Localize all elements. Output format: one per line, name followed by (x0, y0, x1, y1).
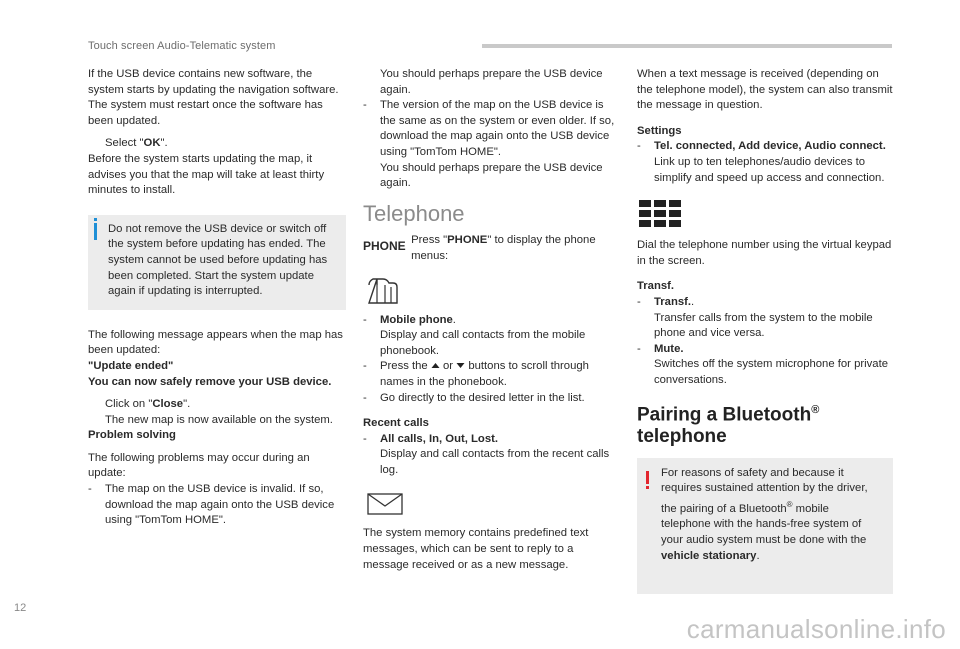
click-sub: The new map is now available on the system. (105, 413, 333, 426)
problem-bullet-1 (88, 482, 346, 529)
text-message-paragraph: When a text message is received (depending on the telephone model), the system can also transmit the message in question. (637, 68, 893, 112)
map-update-paragraph: Before the system starts updating the map, it advises you that the map will take at least thirty minutes to install. (88, 152, 325, 197)
settings-heading: Settings (637, 124, 682, 137)
ok-label: OK (143, 137, 161, 150)
phone-bold: PHONE (447, 234, 488, 247)
scroll-desc: buttons to scroll through names in the phonebook. (380, 360, 589, 388)
warn-mid: mobile telephone with the hands-free system of your audio system must be done with the (661, 502, 867, 546)
header-rule (482, 44, 892, 48)
warning-text (661, 466, 881, 564)
info-icon-bar (94, 223, 97, 240)
press-phone-text (411, 233, 619, 264)
recent-calls-bullet (363, 432, 619, 479)
dash: - (637, 295, 641, 308)
column-3 (637, 67, 893, 594)
problem-bullet-2-text: The version of the map on the USB device is the same as on the system or even older. If so, download the map again onto the USB device using "TomTom HOME". (380, 99, 615, 158)
dash: - (363, 313, 367, 326)
info-text: Do not remove the USB device or switch off the system before updating has ended. The system cannot be used before updating has been completed. Start the system update again if updating is interrupted. (108, 222, 328, 298)
mobile-phone-desc: Display and call contacts from the mobile phonebook. (380, 329, 586, 357)
problems-intro: The following problems may occur during an update: (88, 451, 310, 480)
watermark: carmanualsonline.info (686, 614, 946, 644)
envelope-icon (367, 492, 403, 516)
info-box (88, 215, 346, 310)
mute-bullet (637, 342, 893, 389)
keypad-icon (639, 200, 681, 228)
safe-remove-message: You can now safely remove your USB device. (88, 375, 332, 388)
recent-calls-heading: Recent calls (363, 417, 429, 430)
dash: - (363, 391, 367, 404)
mute-desc: Switches off the system microphone for private conversations. (654, 358, 888, 386)
warn-pre: For reasons of safety and because it requires sustained attention by the driver, the pairing of a Bluetooth (661, 466, 868, 515)
page-header-title: Touch screen Audio-Telematic system (88, 40, 276, 52)
problem-solving-heading: Problem solving (88, 429, 176, 442)
recent-calls-sub: All calls, In, Out, Lost. (380, 432, 499, 445)
bt-title-1: Pairing a Bluetooth (637, 403, 812, 425)
warning-icon (646, 471, 649, 484)
warn-end: . (756, 549, 760, 562)
dash: - (637, 342, 641, 355)
warning-box (637, 458, 893, 594)
warn-sup: ® (786, 500, 793, 510)
dash: - (363, 360, 367, 373)
telephone-heading: Telephone (363, 200, 465, 226)
or-word: or (443, 360, 454, 373)
click-close-step (88, 397, 346, 428)
page-number: 12 (14, 602, 27, 614)
phonebook-icon (365, 275, 401, 305)
select-ok-step (88, 136, 346, 152)
goto-letter-bullet (363, 391, 619, 407)
select-post: ". (160, 137, 168, 150)
column-1 (88, 67, 346, 529)
settings-desc: Link up to ten telephones/audio devices to simplify and speed up access and connection. (654, 155, 885, 184)
dash: - (363, 432, 367, 445)
warn-bold: vehicle stationary (661, 549, 757, 562)
scroll-bullet (363, 359, 619, 390)
settings-sub: Tel. connected, Add device, Audio connect. (654, 140, 886, 153)
memory-text: The system memory contains predefined text messages, which can be sent to reply to a message received or as a new message. (363, 527, 589, 571)
info-icon (94, 218, 97, 221)
transf-sub-dot: . (691, 295, 695, 308)
column-2 (363, 67, 619, 573)
transf-bullet (637, 295, 893, 342)
prepare-usb-continued: You should perhaps prepare the USB device again. (380, 68, 603, 96)
warning-icon-dot (646, 486, 649, 489)
press-post: " to display the phone menus: (411, 234, 596, 262)
message-intro: The following message appears when the map has been updated: (88, 328, 343, 357)
settings-bullet (637, 139, 893, 186)
click-pre: Click on " (105, 398, 153, 411)
problem-bullet-2 (363, 98, 619, 192)
mobile-phone-title: Mobile phone (380, 313, 453, 326)
phone-button-row (363, 233, 619, 264)
bt-title-2: telephone (637, 425, 727, 447)
press-the: Press the (380, 360, 428, 373)
mobile-phone-bullet (363, 313, 619, 360)
dash: - (637, 140, 641, 153)
transf-sub: Transf. (654, 295, 692, 308)
select-pre: Select " (105, 137, 144, 150)
press-pre: Press " (411, 234, 448, 247)
update-ended-message: "Update ended" (88, 359, 174, 372)
keypad-desc: Dial the telephone number using the virtual keypad in the screen. (637, 239, 892, 267)
goto-desc: Go directly to the desired letter in the list. (380, 391, 585, 404)
down-arrow-icon (456, 362, 465, 369)
bt-sup: ® (811, 403, 820, 416)
mute-title: Mute. (654, 342, 684, 355)
recent-calls-desc: Display and call contacts from the recent calls log. (380, 448, 610, 476)
mobile-phone-dot: . (452, 313, 456, 326)
bluetooth-pairing-heading (637, 399, 893, 448)
click-post: ". (183, 398, 191, 411)
up-arrow-icon (431, 362, 440, 369)
usb-software-paragraph: If the USB device contains new software, the system starts by updating the navigation software. The system must restart once the software has been updated. (88, 68, 339, 127)
problem-bullet-2-sub: You should perhaps prepare the USB device again. (380, 161, 603, 190)
problem-bullet-1-text: The map on the USB device is invalid. If so, download the map again onto the USB device using "TomTom HOME". (105, 483, 335, 527)
transf-desc: Transfer calls from the system to the mobile phone and vice versa. (654, 311, 873, 340)
dash: - (88, 483, 92, 496)
close-label: Close (152, 398, 184, 411)
dash: - (363, 99, 367, 112)
phone-button-icon: PHONE (363, 239, 406, 254)
transf-heading: Transf. (637, 280, 675, 293)
